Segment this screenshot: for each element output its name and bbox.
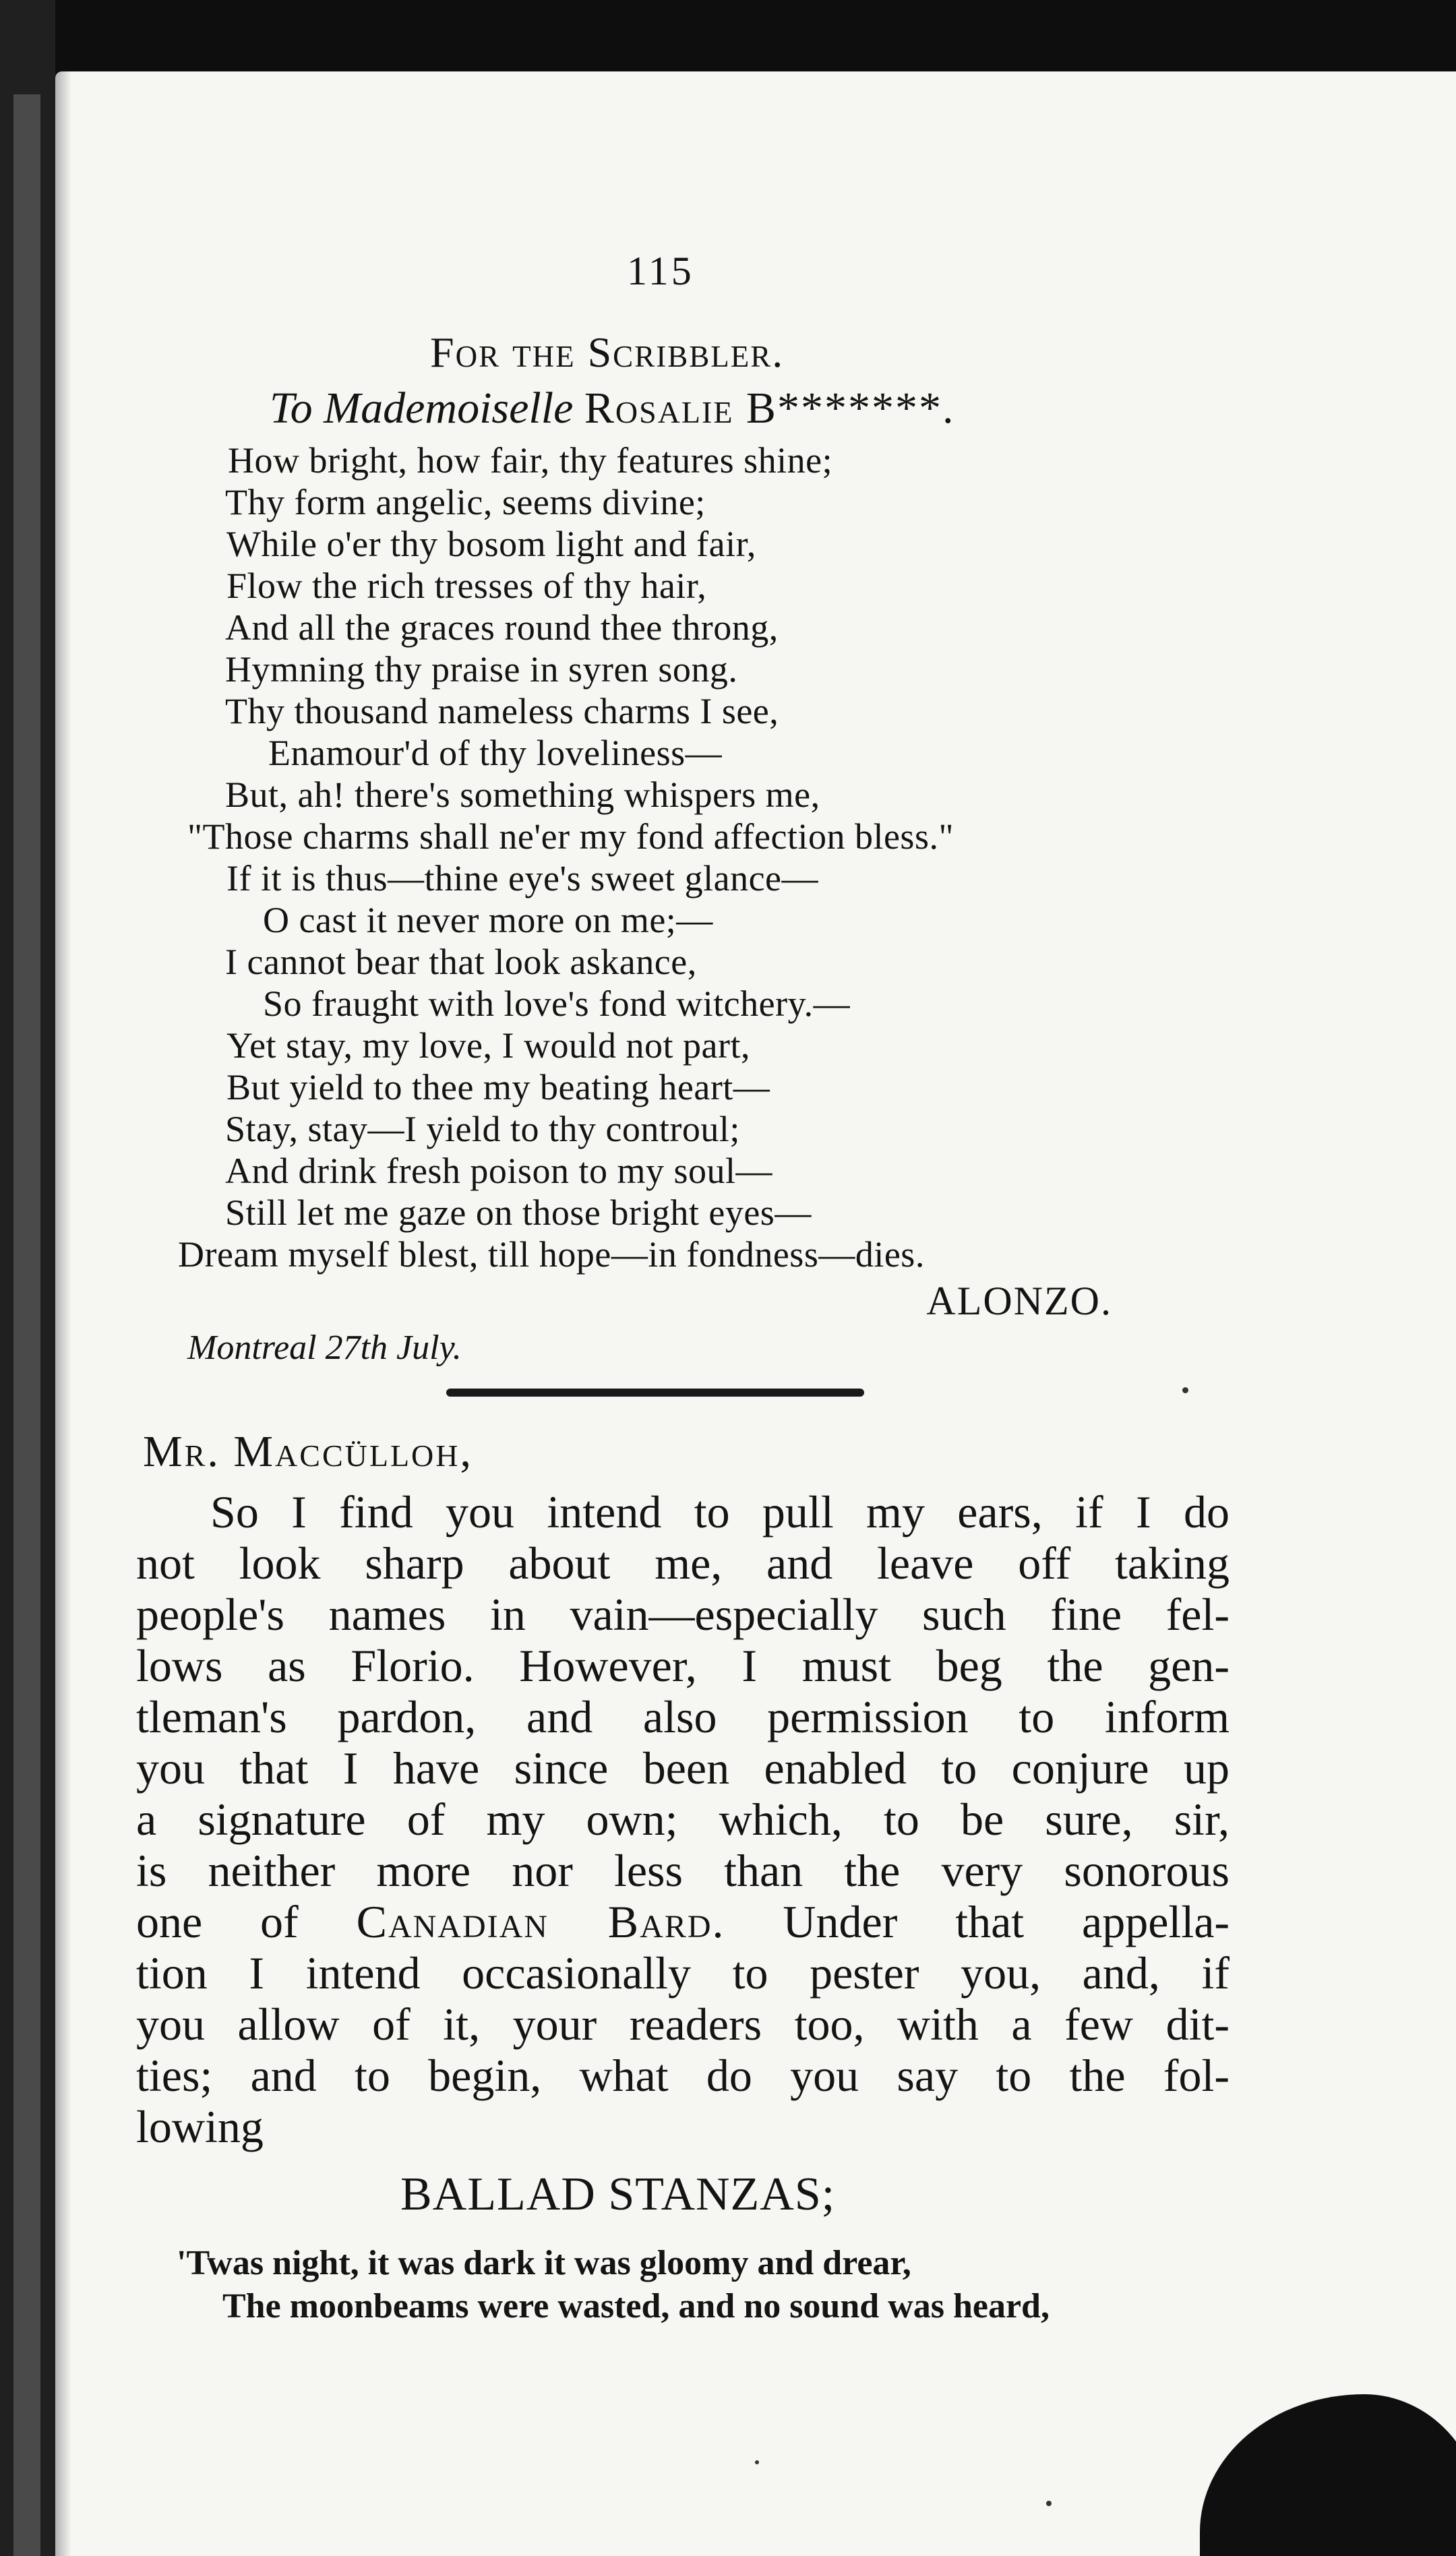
poem-signature: ALONZO. [926,1279,1112,1323]
page-number: 115 [627,249,694,293]
poem-line: Dream myself blest, till hope—in fondness—dies. [178,1234,925,1275]
poem-line: Thy form angelic, seems divine; [225,482,706,522]
prose-line: people's names in vain—especially such fine fel- [136,1589,1230,1640]
poem-line: So fraught with love's fond witchery.— [263,983,851,1024]
poem-line: I cannot bear that look askance, [225,942,697,982]
scan-left-border [0,0,55,2556]
place-date: Montreal 27th July. [187,1329,462,1367]
page-gutter-shadow [55,71,71,2556]
ink-speck [1182,1387,1188,1393]
poem-line: But yield to thee my beating heart— [226,1067,770,1107]
poem-line: Yet stay, my love, I would not part, [226,1025,750,1066]
prose-fragment: one of [136,1896,299,1947]
ballad-line: 'Twas night, it was dark it was gloomy and drear, [177,2244,911,2282]
poem-line: Still let me gaze on those bright eyes— [225,1192,812,1233]
poem-line: And all the graces round thee throng, [225,607,779,648]
ballad-line: The moonbeams were wasted, and no sound was heard, [222,2287,1050,2325]
section-divider [446,1389,864,1397]
prose-line: you that I have since been enabled to conjure up [136,1742,1230,1794]
poem-dedication [270,383,954,434]
ballad-title: BALLAD STANZAS; [400,2168,836,2220]
poem-line: Enamour'd of thy loveliness— [268,733,723,773]
prose-line [136,1895,1230,1949]
poem-line: Hymning thy praise in syren song. [225,649,738,690]
poem-line: O cast it never more on me;— [263,900,713,940]
prose-fragment: Under that appella- [783,1896,1230,1947]
prose-line: ties; and to begin, what do you say to the fol- [136,2050,1230,2101]
prose-line: you allow of it, your readers too, with a few dit- [136,1999,1230,2050]
prose-line: So I find you intend to pull my ears, if I do [210,1486,1230,1538]
prose-line: is neither more nor less than the very sonorous [136,1845,1230,1896]
poem-line: While o'er thy bosom light and fair, [226,524,756,564]
scan-corner-shadow [1200,2394,1456,2556]
poem-line: Thy thousand nameless charms I see, [225,691,779,731]
dedication-name: Rosalie B*******. [584,384,955,433]
ink-speck [1046,2501,1052,2506]
poem-line: Flow the rich tresses of thy hair, [226,566,707,606]
poem-line: "Those charms shall ne'er my fond affection bless." [187,816,954,857]
letter-salutation: Mr. Maccülloh, [143,1427,473,1476]
book-spine-edge [13,94,40,2556]
dedication-prefix: To Mademoiselle [270,384,574,433]
prose-line: tleman's pardon, and also permission to inform [136,1691,1230,1742]
prose-line: not look sharp about me, and leave off taking [136,1538,1230,1589]
poem-line: Stay, stay—I yield to thy controul; [225,1109,740,1149]
prose-line: a signature of my own; which, to be sure, sir, [136,1794,1230,1845]
poem-line: But, ah! there's something whispers me, [225,774,820,815]
pen-name: Canadian Bard. [356,1896,725,1947]
poem-line: And drink fresh poison to my soul— [225,1151,772,1191]
section-heading: For the Scribbler. [430,328,785,376]
poem-line: If it is thus—thine eye's sweet glance— [226,858,819,899]
prose-line: lowing [136,2101,264,2152]
ink-speck [755,2460,759,2464]
poem-line: How bright, how fair, thy features shine; [228,440,833,481]
prose-line: lows as Florio. However, I must beg the gen- [136,1640,1230,1691]
book-page [55,71,1456,2556]
prose-line: tion I intend occasionally to pester you, and, if [136,1947,1230,1999]
